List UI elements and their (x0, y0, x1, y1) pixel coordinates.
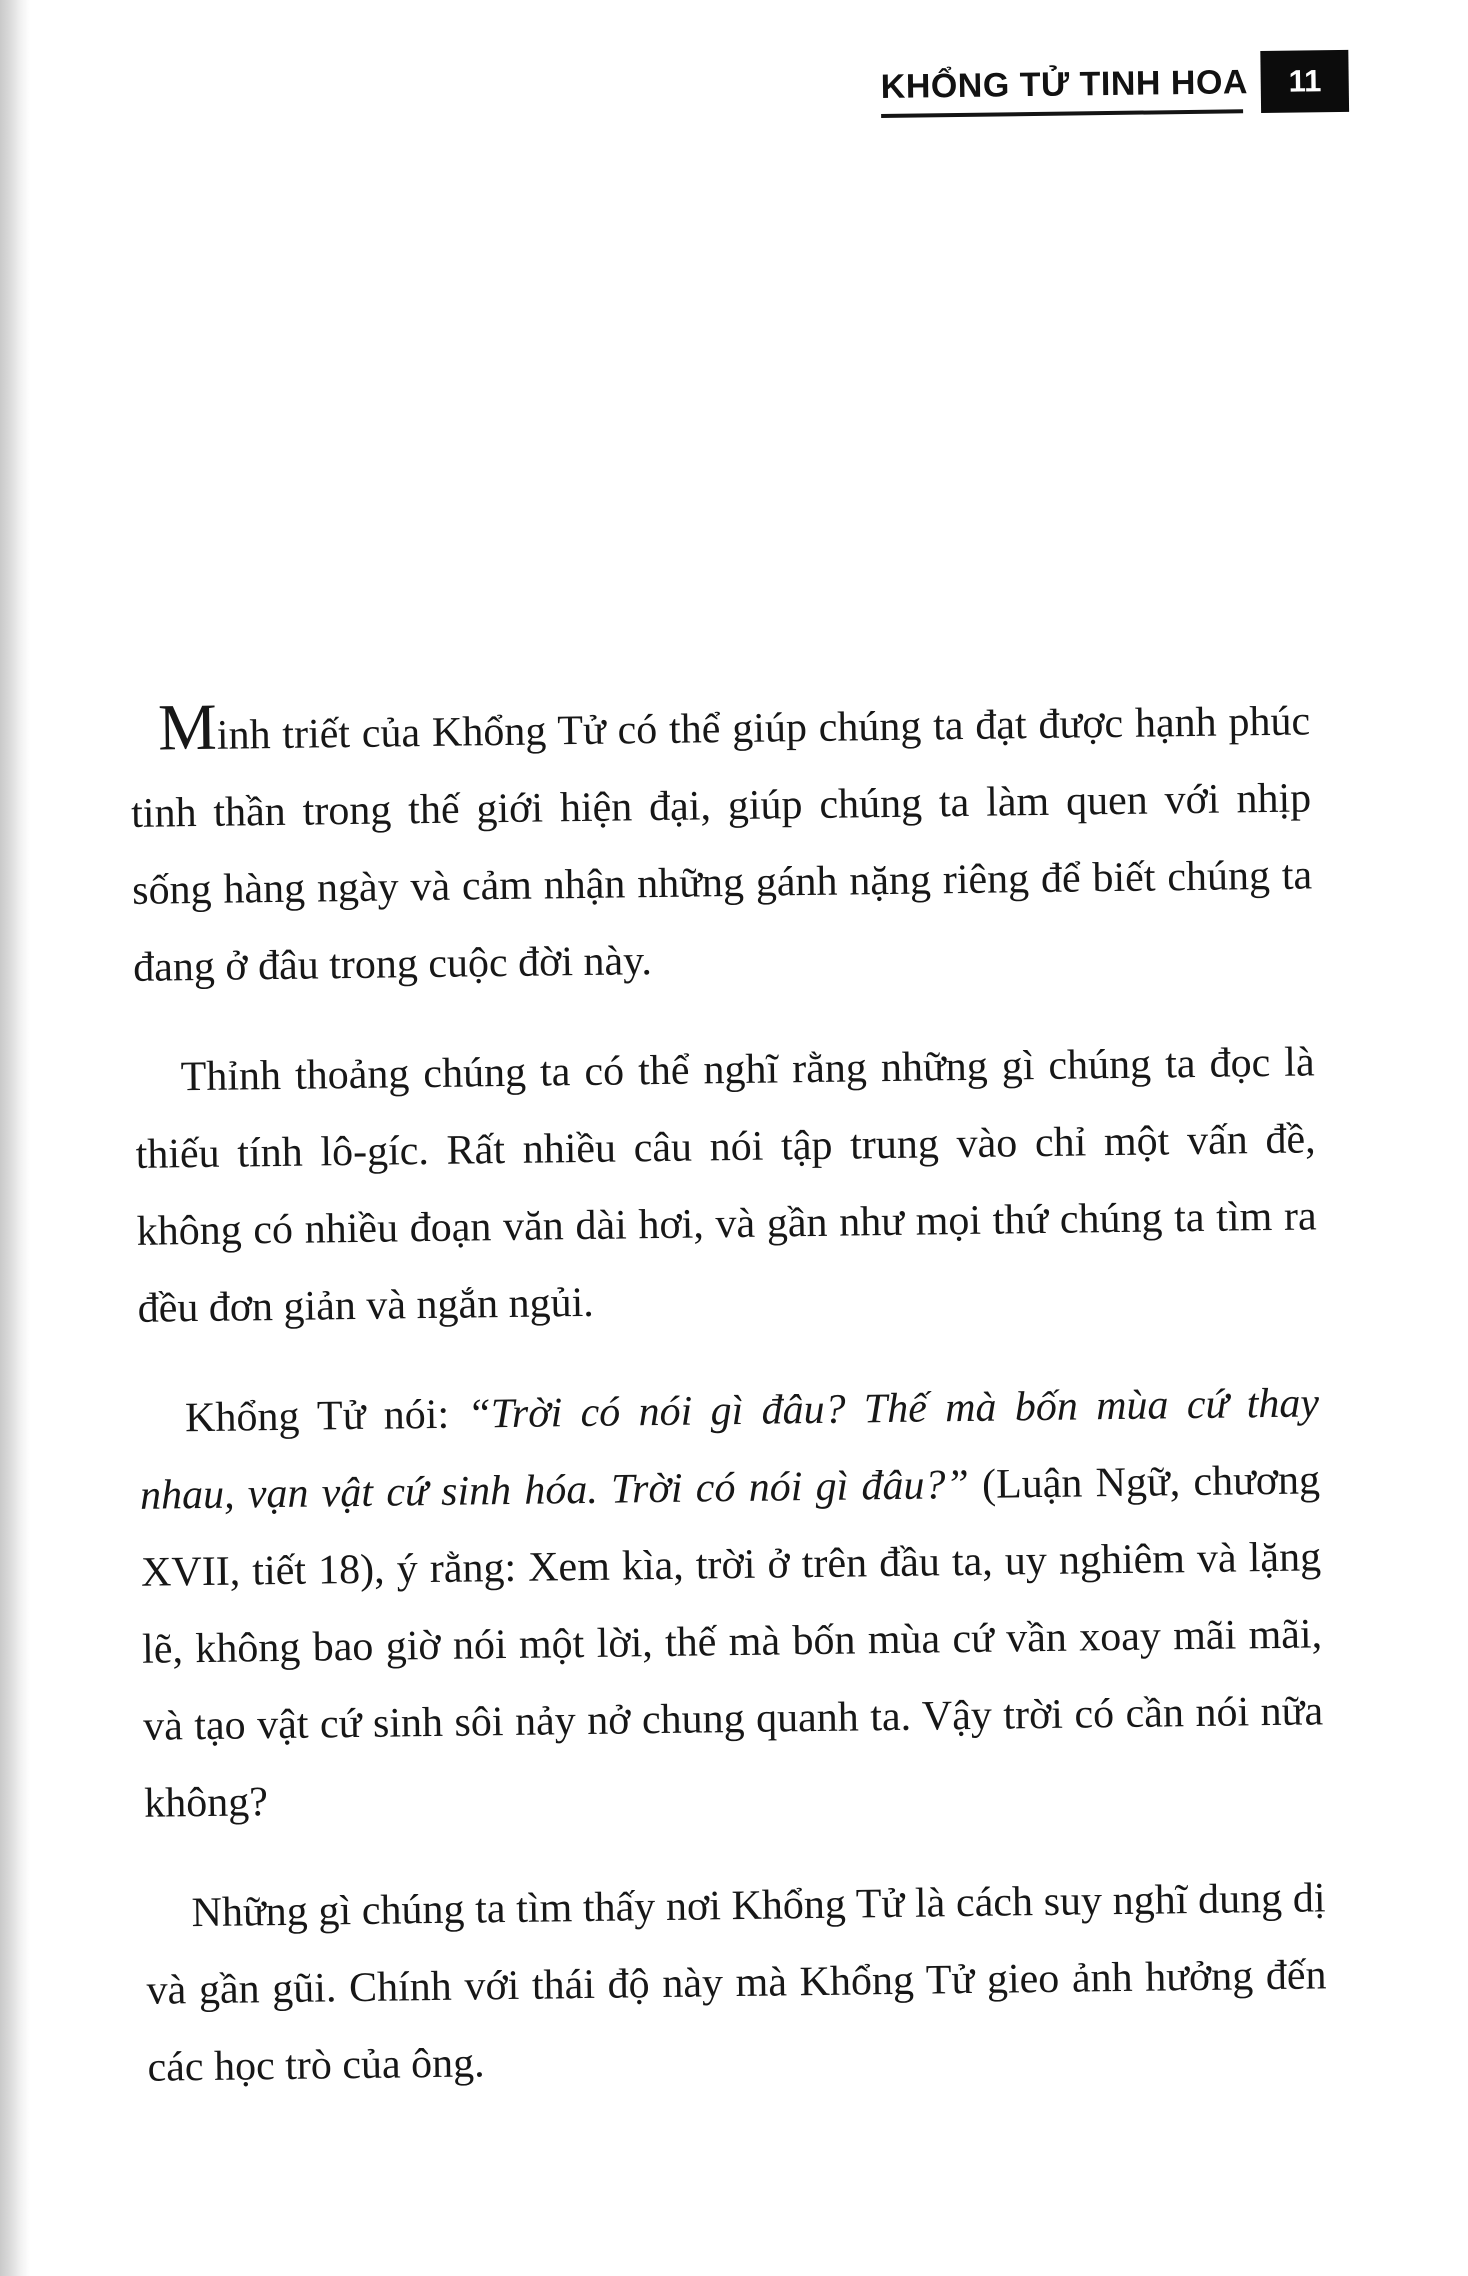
paragraph-1-text: inh triết của Khổng Tử có thể giúp chúng ta đạt được hạnh phúc tinh thần trong thế giới hiện đại, giúp chúng ta làm quen với nhịp sống hàng ngày và cảm nhận những gánh nặng riêng để biết chúng ta đang ở đâu trong cuộc đời này. (130, 698, 1313, 991)
paragraph-3-tail: (Luận Ngữ, chương XVII, tiết 18), ý rằng: Xem kìa, trời ở trên đầu ta, uy nghiêm và lặng lẽ, không bao giờ nói một lời, thế mà bốn mùa cứ vần xoay mãi mãi, và tạo vật cứ sinh sôi nảy nở chung quanh ta. Vậy trời có cần nói nữa không? (140, 1457, 1324, 1827)
page-header (880, 51, 1322, 118)
body-text (130, 680, 1329, 2139)
paragraph-4: Những gì chúng ta tìm thấy nơi Khổng Tử là cách suy nghĩ dung dị và gần gũi. Chính với thái độ này mà Khổng Tử gieo ảnh hưởng đến các học trò của ông. (146, 1875, 1327, 2091)
paragraph-2: Thỉnh thoảng chúng ta có thể nghĩ rằng những gì chúng ta đọc là thiếu tính lô-gíc. Rất nhiều câu nói tập trung vào chỉ một vấn đề, không có nhiều đoạn văn dài hơi, và gần như mọi thứ chúng ta tìm ra đều đơn giản và ngắn ngủi. (135, 1039, 1317, 1332)
page-number: 11 (1288, 63, 1322, 99)
paragraph-3-quotation: “Trời có nói gì đâu? Thế mà bốn mùa cứ thay nhau, vạn vật cứ sinh hóa. Trời có nói gì đâu?” (139, 1380, 1320, 1519)
paragraph-3-lead: Khổng Tử nói: (184, 1391, 468, 1442)
paragraph-1 (130, 680, 1314, 1006)
paragraph-3 (139, 1365, 1325, 1842)
running-head-title: KHỔNG TỬ TINH HOA (880, 62, 1249, 106)
page-number-badge (1261, 50, 1350, 113)
initial-capital: M (157, 690, 218, 765)
